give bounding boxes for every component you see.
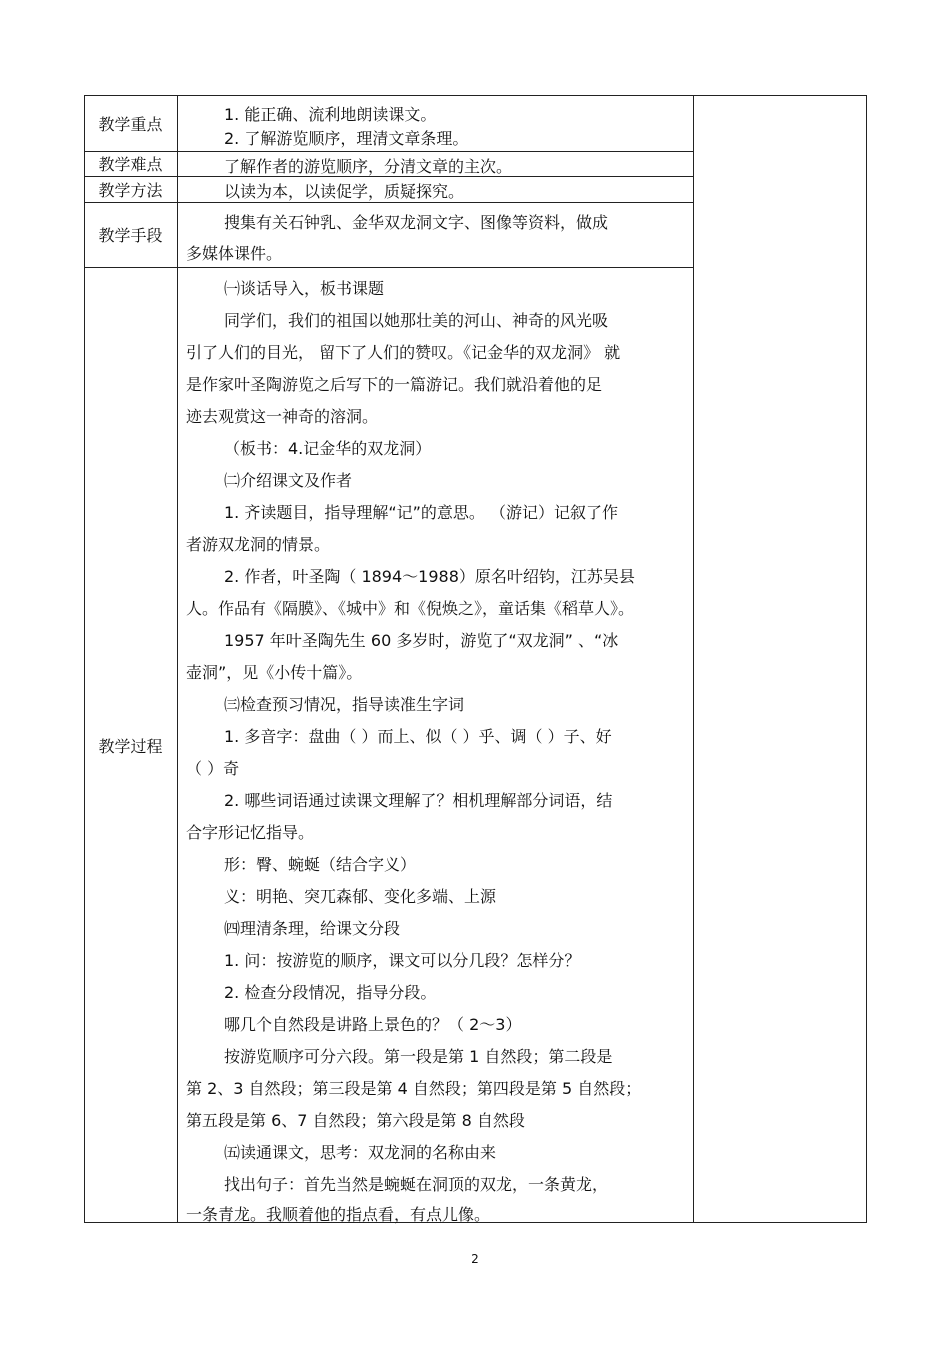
- text-line: 1. 齐读题目，指导理解“记”的意思。 （游记）记叙了作: [224, 503, 619, 522]
- text-line: 是作家叶圣陶游览之后写下的一篇游记。我们就沿着他的足: [186, 375, 603, 394]
- text-line: ㈠谈话导入，板书课题: [224, 279, 385, 298]
- text-line: 2. 作者，叶圣陶（ 1894～1988）原名叶绍钧，江苏吴县: [224, 567, 635, 586]
- row-label-means: 教学手段: [98, 226, 163, 245]
- text-line: 壶洞”，见《小传十篇》。: [186, 663, 363, 682]
- text-line: 1. 问：按游览的顺序，课文可以分几段？怎样分？: [224, 951, 581, 970]
- row-content-difficulty: [186, 151, 686, 176]
- text-line: 按游览顺序可分六段。第一段是第 1 自然段；第二段是: [224, 1047, 613, 1066]
- text-line: （板书：4.记金华的双龙洞）: [224, 439, 432, 458]
- text-line: 搜集有关石钟乳、金华双龙洞文字、图像等资料，做成: [224, 213, 609, 232]
- text-line: （ ）奇: [186, 759, 240, 778]
- label-column-divider: [177, 95, 178, 1223]
- text-line: 1. 多音字：盘曲（ ）而上、似（ ）乎、调（ ）子、好: [224, 727, 612, 746]
- row-content-focus: [186, 95, 686, 151]
- text-line: 迹去观赏这一神奇的溶洞。: [186, 407, 379, 426]
- page-number: 2: [471, 1252, 479, 1266]
- text-line: 第五段是第 6、7 自然段；第六段是第 8 自然段: [186, 1111, 525, 1130]
- text-line: ㈤读通课文，思考：双龙洞的名称由来: [224, 1143, 497, 1162]
- text-line: 2. 哪些词语通过读课文理解了？相机理解部分词语，结: [224, 791, 613, 810]
- text-line: 1. 能正确、流利地朗读课文。: [224, 105, 437, 124]
- row-label-focus: 教学重点: [98, 114, 163, 134]
- text-line: 一条青龙。我顺着他的指点看，有点儿像。: [186, 1205, 491, 1224]
- row-content-means: [186, 202, 686, 267]
- text-line: ㈡介绍课文及作者: [224, 471, 353, 490]
- text-line: 了解作者的游览顺序，分清文章的主次。: [224, 157, 513, 176]
- notes-column-divider: [693, 95, 694, 1223]
- text-line: 引了人们的目光， 留下了人们的赞叹。《记金华的双龙洞》 就: [186, 343, 621, 362]
- text-line: 者游双龙洞的情景。: [186, 535, 331, 554]
- text-line: 以读为本，以读促学，质疑探究。: [224, 182, 465, 201]
- row-label-process: 教学过程: [98, 736, 163, 756]
- text-line: 2. 了解游览顺序，理清文章条理。: [224, 129, 469, 148]
- text-line: 合字形记忆指导。: [186, 823, 315, 842]
- text-line: 1957 年叶圣陶先生 60 多岁时，游览了“双龙洞” 、“冰: [224, 631, 619, 650]
- row-label-method: 教学方法: [98, 180, 163, 200]
- text-line: 同学们，我们的祖国以她那壮美的河山、神奇的风光吸: [224, 311, 609, 330]
- text-line: ㈢检查预习情况，指导读准生字词: [224, 695, 465, 714]
- text-line: 哪几个自然段是讲路上景色的？（ 2～3）: [224, 1015, 522, 1034]
- row-content-process: [186, 267, 686, 1223]
- text-line: 义：明艳、突兀森郁、变化多端、上源: [224, 887, 497, 906]
- text-line: ㈣理清条理，给课文分段: [224, 919, 401, 938]
- row-label-difficulty: 教学难点: [98, 155, 163, 174]
- text-line: 2. 检查分段情况，指导分段。: [224, 983, 437, 1002]
- text-line: 多媒体课件。: [186, 244, 283, 263]
- text-line: 人。作品有《隔膜》、《城中》和《倪焕之》，童话集《稻草人》。: [186, 599, 635, 618]
- text-line: 形：臀、蜿蜒（结合字义）: [224, 855, 417, 874]
- text-line: 第 2、3 自然段；第三段是第 4 自然段；第四段是第 5 自然段；: [186, 1079, 642, 1098]
- text-line: 找出句子：首先当然是蜿蜒在洞顶的双龙，一条黄龙，: [224, 1175, 609, 1194]
- row-content-method: [186, 176, 686, 202]
